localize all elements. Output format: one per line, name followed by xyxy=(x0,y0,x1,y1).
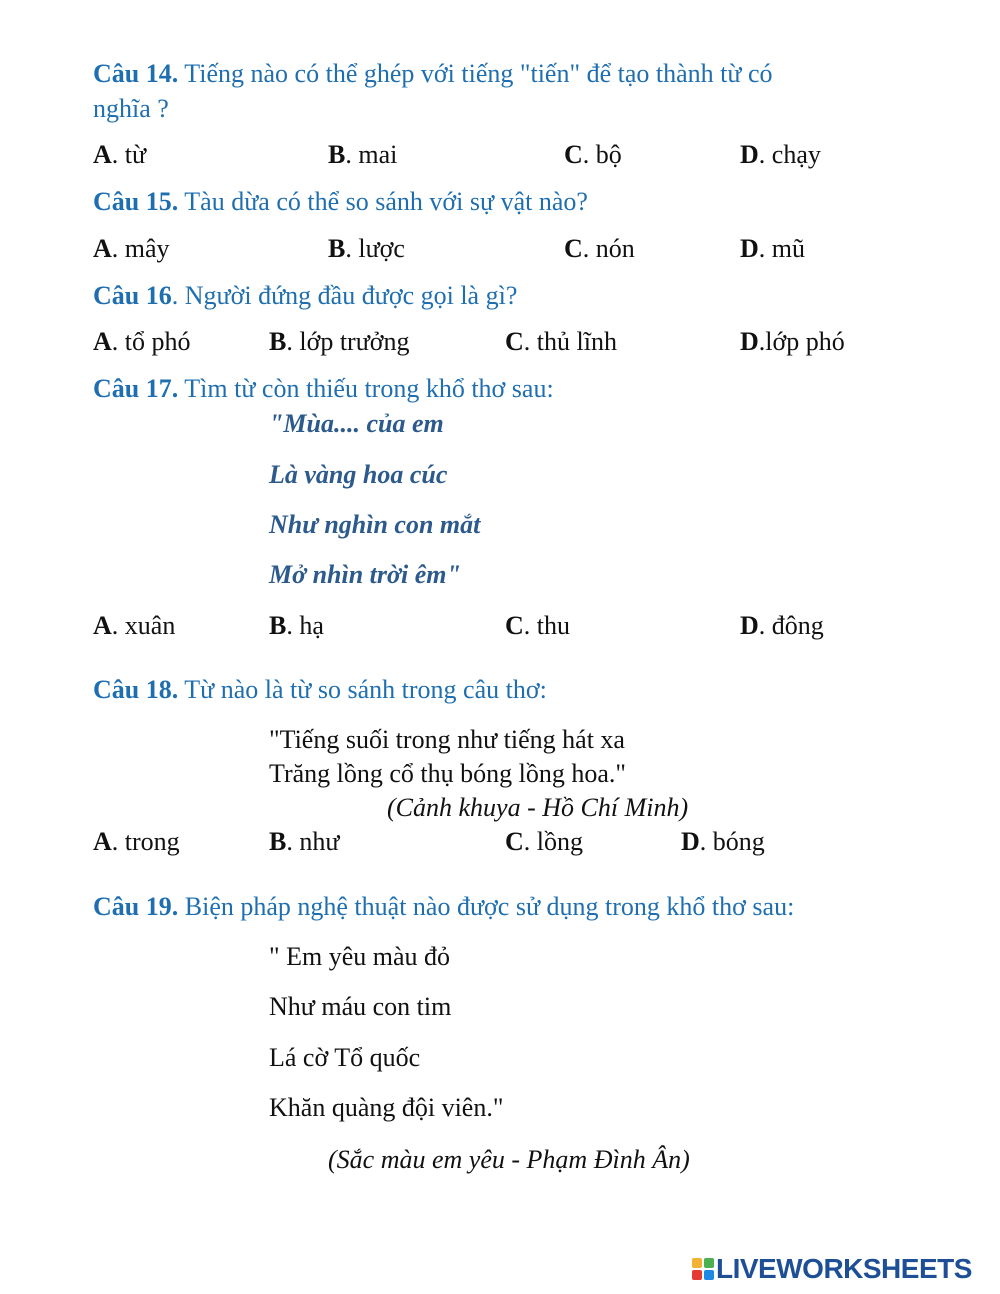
q15-option-a[interactable]: A. mây xyxy=(93,234,170,263)
liveworksheets-logo-icon xyxy=(692,1258,714,1280)
q19-poem-line-3: Lá cờ Tổ quốc xyxy=(269,1043,421,1072)
q16-option-a[interactable]: A. tổ phó xyxy=(93,327,191,356)
q18-option-c[interactable]: C. lồng xyxy=(505,827,584,856)
question-16: Câu 16. Người đứng đầu được gọi là gì? xyxy=(93,281,518,310)
question-19: Câu 19. Biện pháp nghệ thuật nào được sử dụng trong khổ thơ sau: xyxy=(93,892,795,921)
q18-poem-line-1: "Tiếng suối trong như tiếng hát xa xyxy=(269,725,625,754)
q17-option-d[interactable]: D. đông xyxy=(740,611,824,640)
question-15: Câu 15. Tàu dừa có thể so sánh với sự vật nào? xyxy=(93,187,588,216)
q19-poem-line-2: Như máu con tim xyxy=(269,992,452,1021)
q16-option-c[interactable]: C. thủ lĩnh xyxy=(505,327,617,356)
q14-option-a[interactable]: A. từ xyxy=(93,140,147,169)
q18-option-d[interactable]: D. bóng xyxy=(681,827,765,856)
question-17: Câu 17. Tìm từ còn thiếu trong khổ thơ sau: xyxy=(93,374,554,403)
q17-option-c[interactable]: C. thu xyxy=(505,611,571,640)
q16-option-b[interactable]: B. lớp trưởng xyxy=(269,327,410,356)
q15-option-d[interactable]: D. mũ xyxy=(740,234,806,263)
q16-option-d[interactable]: D.lớp phó xyxy=(740,327,845,356)
q19-poem-line-4: Khăn quàng đội viên." xyxy=(269,1093,504,1122)
q19-poem-source: (Sắc màu em yêu - Phạm Đình Ân) xyxy=(328,1145,690,1174)
q14-option-b[interactable]: B. mai xyxy=(328,140,398,169)
q14-option-d[interactable]: D. chạy xyxy=(740,140,821,169)
q17-poem-line-3: Như nghìn con mắt xyxy=(269,510,481,539)
question-14-line1: Câu 14. Tiếng nào có thể ghép với tiếng "tiến" để tạo thành từ có xyxy=(93,59,773,88)
q17-option-a[interactable]: A. xuân xyxy=(93,611,176,640)
q14-option-c[interactable]: C. bộ xyxy=(564,140,622,169)
q17-poem-line-4: Mở nhìn trời êm" xyxy=(269,560,461,589)
q18-option-a[interactable]: A. trong xyxy=(93,827,180,856)
q18-option-b[interactable]: B. như xyxy=(269,827,340,856)
question-18: Câu 18. Từ nào là từ so sánh trong câu thơ: xyxy=(93,675,547,704)
q15-option-b[interactable]: B. lược xyxy=(328,234,405,263)
question-14-line2: nghĩa ? xyxy=(93,94,169,123)
logo-text: LIVEWORKSHEETS xyxy=(716,1253,972,1284)
q17-option-b[interactable]: B. hạ xyxy=(269,611,324,640)
q17-poem-line-2: Là vàng hoa cúc xyxy=(269,460,448,489)
q19-poem-line-1: " Em yêu màu đỏ xyxy=(269,942,451,971)
liveworksheets-logo[interactable] xyxy=(692,1252,972,1286)
q18-poem-source: (Cảnh khuya - Hồ Chí Minh) xyxy=(387,793,689,822)
q17-poem-line-1: "Mùa.... của em xyxy=(269,409,444,438)
q15-option-c[interactable]: C. nón xyxy=(564,234,635,263)
q18-poem-line-2: Trăng lồng cổ thụ bóng lồng hoa." xyxy=(269,759,627,788)
